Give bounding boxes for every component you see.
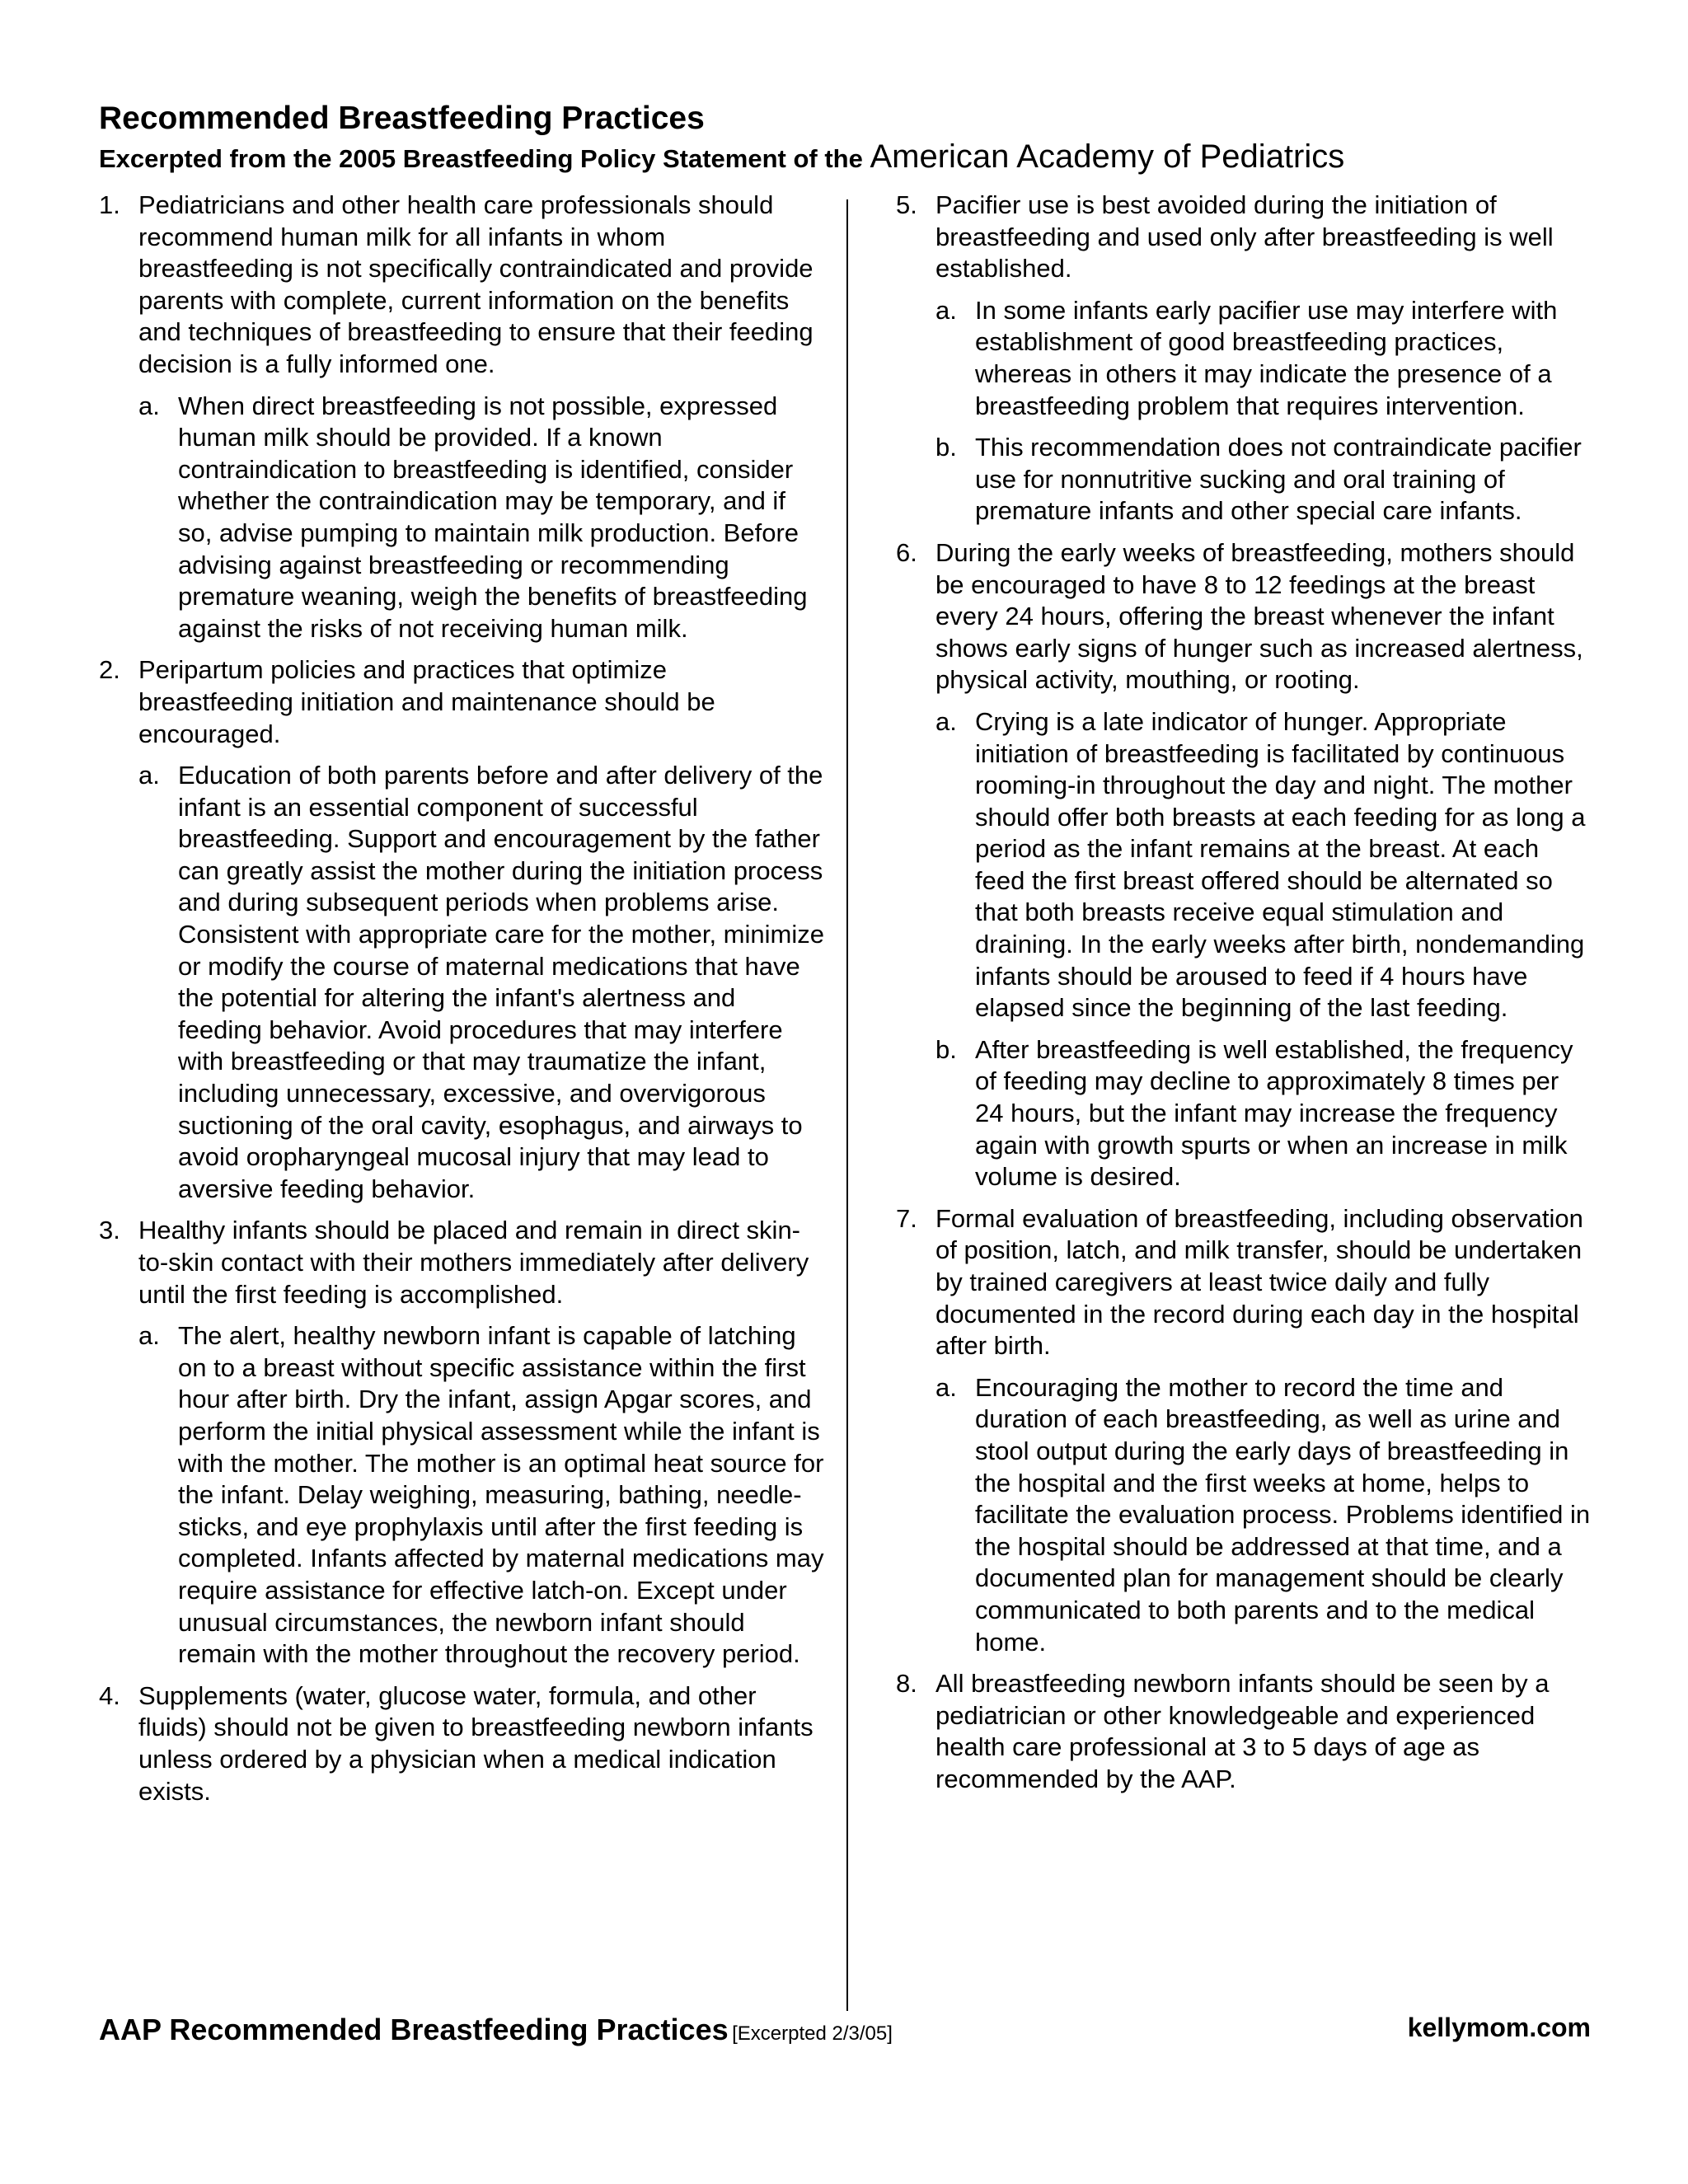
recommendation-item (99, 654, 824, 750)
recommendation-subitem (138, 391, 824, 645)
footer-date: [Excerpted 2/3/05] (732, 2022, 893, 2045)
left-column (99, 190, 824, 1817)
subitem-letter: a. (935, 1372, 957, 1402)
recommendation-subitem (935, 706, 1591, 1024)
recommendation-item (99, 1680, 824, 1807)
item-text: Healthy infants should be placed and remain in direct skin-to-skin contact with their mothers immediately after delivery until the first feeding is accomplished. (138, 1216, 809, 1309)
subitem-letter: b. (935, 433, 957, 462)
page-footer (99, 2013, 1591, 2050)
recommendation-item (896, 1668, 1591, 1795)
right-column (896, 190, 1591, 1806)
recommendation-item (896, 190, 1591, 285)
item-number: 6. (896, 537, 917, 567)
subitem-text: Crying is a late indicator of hunger. Appropriate initiation of breastfeeding is facilitated by continuous rooming-in throughout the day and night. The mother should offer both breasts at each feeding for as long a period as the infant remains at the breast. At each feed the first breast offered should be alternated so that both breasts receive equal stimulation and draining. In the early weeks after birth, nondemanding infants should be aroused to feed if 4 hours have elapsed since the beginning of the last feeding. (975, 706, 1586, 1023)
document-title: Recommended Breastfeeding Practices (99, 101, 705, 136)
subitem-text: Encouraging the mother to record the time and duration of each breastfeeding, as well as urine and stool output during the early days of breastfeeding in the hospital and the first weeks at home, helps to facilitate the evaluation process. Problems identified in the hospital should be addressed at that time, and a documented plan for management should be clearly communicated to both parents and to the medical home. (975, 1372, 1591, 1657)
item-text: Supplements (water, glucose water, formula, and other fluids) should not be given to breastfeeding newborn infants unless ordered by a physician when a medical indication exists. (138, 1680, 814, 1806)
recommendation-item (896, 1203, 1591, 1362)
subitem-text: The alert, healthy newborn infant is capable of latching on to a breast without specific assistance within the first hour after birth. Dry the infant, assign Apgar scores, and perform the initial physical assessment while the infant is with the mother. The mother is an optimal heat source for the infant. Delay weighing, measuring, bathing, needle-sticks, and eye prophylaxis until after the first feeding is completed. Infants affected by maternal medications may require assistance for effective latch-on. Except under unusual circumstances, the newborn infant should remain with the mother throughout the recovery period. (178, 1321, 824, 1669)
footer-title: AAP Recommended Breastfeeding Practices (99, 2013, 729, 2046)
item-text: Formal evaluation of breastfeeding, including observation of position, latch, and milk transfer, should be undertaken by trained caregivers at least twice daily and fully documented in the record during each day in the hospital after birth. (935, 1203, 1583, 1361)
document-subtitle (99, 138, 1591, 177)
item-number: 1. (99, 190, 120, 219)
item-text: Peripartum policies and practices that optimize breastfeeding initiation and maintenance should be encouraged. (138, 655, 715, 748)
subitem-letter: a. (935, 295, 957, 325)
item-number: 4. (99, 1680, 120, 1710)
subtitle-text: Excerpted from the 2005 Breastfeeding Policy Statement of the (99, 144, 863, 173)
subitem-text: After breastfeeding is well established, the frequency of feeding may decline to approximately 8 times per 24 hours, but the infant may increase the frequency again with growth spurts or when an increase in milk volume is desired. (975, 1034, 1573, 1192)
item-text: Pediatricians and other health care professionals should recommend human milk for all infants in whom breastfeeding is not specifically contraindicated and provide parents with complete, current information on the benefits and techniques of breastfeeding to ensure that their feeding decision is a fully informed one. (138, 190, 814, 378)
recommendation-subitem (138, 760, 824, 1205)
organization-name: American Academy of Pediatrics (870, 138, 1345, 175)
recommendation-subitem (935, 295, 1591, 422)
recommendation-subitem (935, 1034, 1591, 1193)
item-number: 5. (896, 190, 917, 219)
recommendation-subitem (935, 1372, 1591, 1658)
subitem-letter: a. (138, 761, 160, 790)
recommendation-subitem (935, 432, 1591, 527)
document-page (99, 99, 1591, 1806)
footer-left (99, 2013, 893, 2047)
subitem-letter: a. (138, 1321, 160, 1351)
item-text: During the early weeks of breastfeeding, mothers should be encouraged to have 8 to 12 feedings at the breast every 24 hours, offering the breast whenever the infant shows early signs of hunger such as increased alertness, physical activity, mouthing, or rooting. (935, 537, 1583, 695)
item-number: 7. (896, 1203, 917, 1233)
content-columns (99, 190, 1591, 2003)
subitem-text: In some infants early pacifier use may interfere with establishment of good breastfeeding practices, whereas in others it may indicate the presence of a breastfeeding problem that requires intervention. (975, 295, 1558, 420)
subitem-text: When direct breastfeeding is not possible, expressed human milk should be provided. If a known contraindication to breastfeeding is identified, consider whether the contraindication may be temporary, and if so, advise pumping to maintain milk production. Before advising against breastfeeding or recommending premature weaning, weigh the benefits of breastfeeding against the risks of not receiving human milk. (178, 391, 808, 643)
item-number: 2. (99, 655, 120, 685)
subitem-letter: a. (138, 391, 160, 420)
item-number: 8. (896, 1669, 917, 1699)
subitem-letter: b. (935, 1034, 957, 1064)
recommendation-item (99, 1215, 824, 1310)
column-divider (846, 199, 848, 2011)
footer-site: kellymom.com (1407, 2013, 1591, 2042)
recommendation-item (99, 190, 824, 381)
subitem-letter: a. (935, 706, 957, 736)
item-text: Pacifier use is best avoided during the initiation of breastfeeding and used only after breastfeeding is well established. (935, 190, 1554, 284)
item-text: All breastfeeding newborn infants should be seen by a pediatrician or other knowledgeable and experienced health care professional at 3 to 5 days of age as recommended by the AAP. (935, 1669, 1550, 1793)
item-number: 3. (99, 1216, 120, 1245)
subitem-text: Education of both parents before and after delivery of the infant is an essential component of successful breastfeeding. Support and encouragement by the father can greatly assist the mother during the initiation process and during subsequent periods when problems arise. Consistent with appropriate care for the mother, minimize or modify the course of maternal medications that have the potential for altering the infant's alertness and feeding behavior. Avoid procedures that may interfere with breastfeeding or that may traumatize the infant, including unnecessary, excessive, and overvigorous suctioning of the oral cavity, esophagus, and airways to avoid oropharyngeal mucosal injury that may lead to aversive feeding behavior. (178, 761, 824, 1203)
recommendation-item (896, 537, 1591, 696)
subitem-text: This recommendation does not contraindicate pacifier use for nonnutritive sucking and oral training of premature infants and other special care infants. (975, 433, 1582, 526)
recommendation-subitem (138, 1320, 824, 1671)
